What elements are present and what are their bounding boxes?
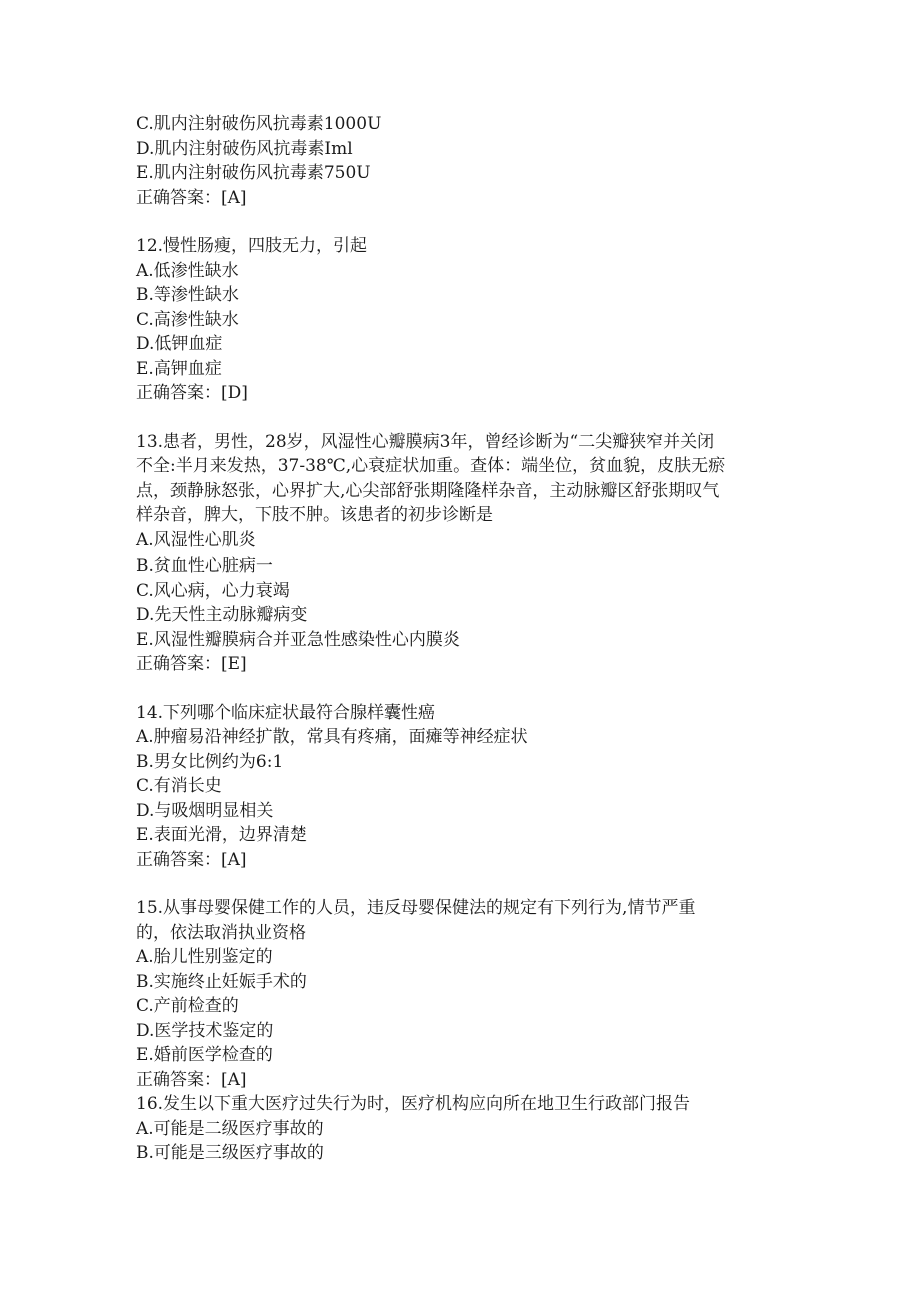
option-a: A.肿瘤易沿神经扩散，常具有疼痛，面瘫等神经症状 (136, 727, 528, 747)
spacer (136, 872, 796, 896)
spacer (136, 406, 796, 430)
answer: 正确答案：[E] (136, 654, 247, 674)
question-text-line: 不全:半月来发热，37-38℃,心衰症状加重。查体：端坐位，贫血貌，皮肤无瘀 (136, 456, 726, 476)
option-c: C.高渗性缺水 (136, 309, 239, 330)
option-d: D.先天性主动脉瓣病变 (136, 605, 308, 625)
option-d: D.肌内注射破伤风抗毒素Iml (136, 138, 353, 159)
option-e: E.高钾血症 (136, 358, 222, 379)
option-e: E.肌内注射破伤风抗毒素750U (136, 163, 371, 183)
option-c: C.有消长史 (136, 776, 222, 796)
question-text: 12.慢性肠瘦，四肢无力，引起 (136, 236, 368, 256)
question-11-tail (136, 112, 796, 210)
question-text-line: 13.患者，男性，28岁，风湿性心瓣膜病3年，曾经诊断为“二尖瓣狭窄并关闭 (136, 431, 715, 452)
option-a: A.胎儿性别鉴定的 (136, 947, 273, 967)
option-b: B.男女比例约为6:1 (136, 751, 284, 772)
option-b: B.等渗性缺水 (136, 285, 239, 305)
option-a: A.可能是二级医疗事故的 (136, 1118, 324, 1139)
question-text: 14.下列哪个临床症状最符合腺样囊性癌 (136, 702, 436, 723)
question-14 (136, 701, 796, 873)
option-b: B.可能是三级医疗事故的 (136, 1143, 324, 1163)
question-text-line: 15.从事母婴保健工作的人员，违反母婴保健法的规定有下列行为,情节严重 (136, 898, 696, 918)
question-15 (136, 896, 796, 1092)
question-12 (136, 234, 796, 406)
answer: 正确答案：[A] (136, 849, 247, 870)
document-page (136, 112, 796, 1166)
question-13 (136, 430, 796, 677)
answer: 正确答案：[D] (136, 383, 248, 403)
option-c: C.产前检查的 (136, 996, 239, 1016)
question-text: 16.发生以下重大医疗过失行为时，医疗机构应向所在地卫生行政部门报告 (136, 1094, 691, 1114)
question-text-line: 样杂音，脾大，下肢不肿。该患者的初步诊断是 (136, 505, 493, 525)
answer: 正确答案：[A] (136, 187, 247, 208)
option-d: D.低钾血症 (136, 334, 223, 354)
option-c: C.风心病，心力衰竭 (136, 580, 290, 601)
option-d: D.与吸烟明显相关 (136, 800, 274, 821)
question-16 (136, 1092, 796, 1166)
option-d: D.医学技术鉴定的 (136, 1020, 274, 1041)
spacer (136, 210, 796, 234)
option-a: A.低渗性缺水 (136, 260, 239, 281)
option-b: B.贫血性心脏病一 (136, 556, 273, 576)
option-c: C.肌内注射破伤风抗毒素1000U (136, 114, 382, 134)
question-text-line: 的，依法取消执业资格 (136, 922, 306, 943)
option-e: E.表面光滑，边界清楚 (136, 825, 307, 845)
answer: 正确答案：[A] (136, 1069, 247, 1090)
spacer (136, 677, 796, 701)
option-e: E.婚前医学检查的 (136, 1045, 273, 1065)
option-b: B.实施终止妊娠手术的 (136, 971, 307, 992)
option-e: E.风湿性瓣膜病合并亚急性感染性心内膜炎 (136, 629, 460, 650)
question-text-line: 点，颈静脉怒张，心界扩大,心尖部舒张期隆隆样杂音，主动脉瓣区舒张期叹气 (136, 480, 720, 501)
option-a: A.风湿性心肌炎 (136, 529, 256, 550)
